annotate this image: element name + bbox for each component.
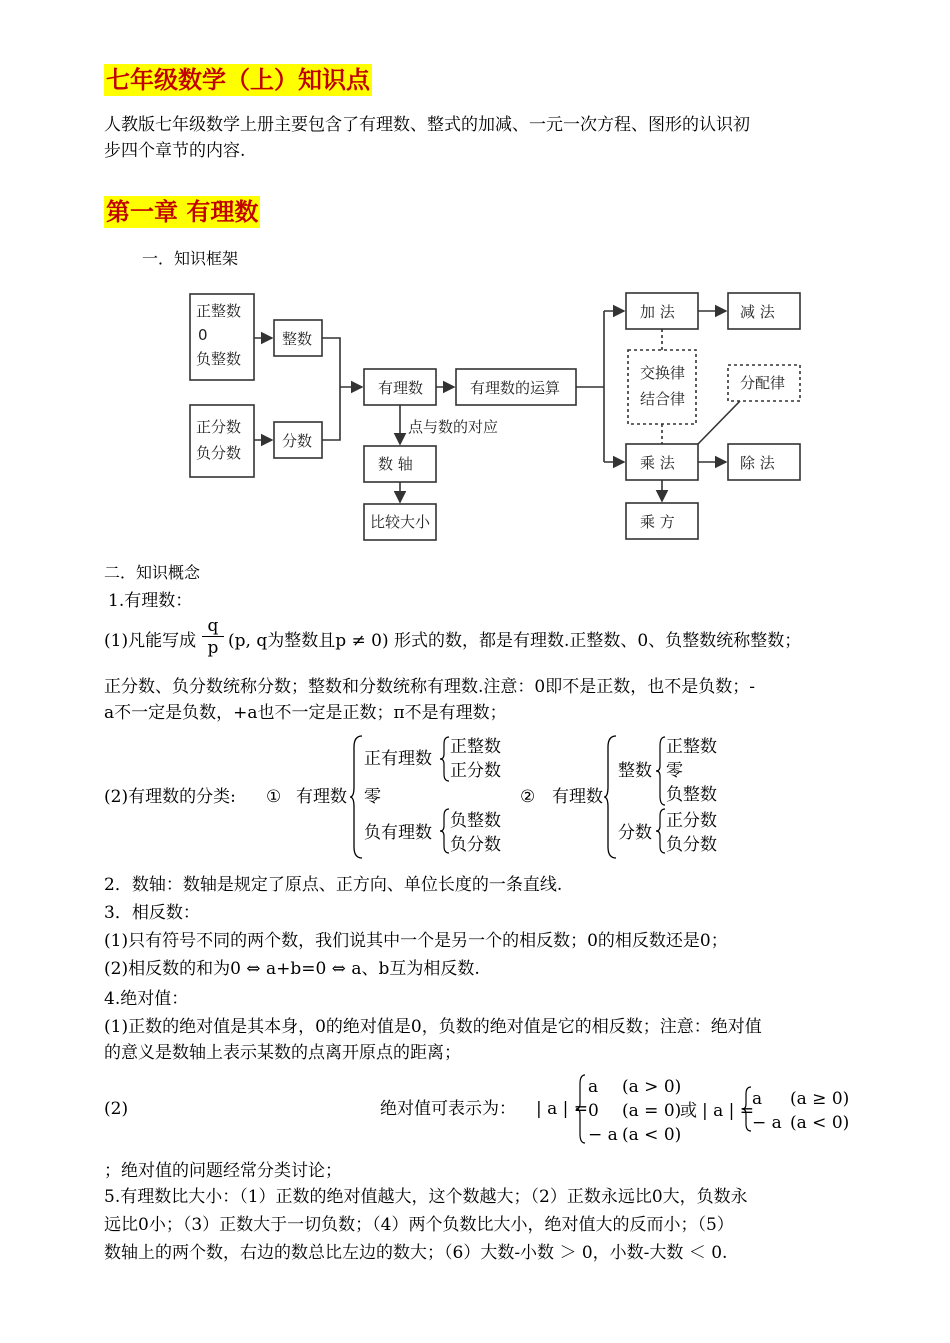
label-pos-frac: 正分数: [196, 418, 242, 436]
item3-p1: (1)只有符号不同的两个数，我们说其中一个是另一个的相反数；0的相反数还是0；: [104, 931, 728, 951]
label-neg-int: 负整数: [196, 350, 242, 368]
c1-brace: [350, 735, 364, 859]
c1-root: 有理数: [296, 787, 347, 807]
label-neg-frac: 负分数: [196, 444, 242, 462]
classification-label: (2)有理数的分类:: [104, 787, 236, 807]
box-comm-assoc: [628, 350, 696, 424]
label-integer: 整数: [282, 330, 313, 348]
item1-p3: a不一定是负数，+a也不一定是正数；π不是有理数；: [104, 703, 507, 723]
abs2-case2-cond: (a < 0): [790, 1113, 850, 1133]
c2-frac: 分数: [618, 823, 652, 843]
abs-brace-2: [742, 1086, 752, 1132]
label-pos-int: 正整数: [196, 302, 242, 320]
fraction-numerator: q: [207, 616, 219, 636]
label-compare: 比较大小: [370, 513, 431, 531]
page-title: 七年级数学（上）知识点: [106, 66, 370, 94]
abs2-case1-cond: (a ≥ 0): [790, 1089, 850, 1109]
c2-root: 有理数: [552, 787, 603, 807]
box-frac-types: [190, 405, 254, 477]
item5-p2: 远比0小；（3）正数大于一切负数；（4）两个负数比大小，绝对值大的反而小；（5）: [104, 1215, 734, 1235]
c1-pos: 正有理数: [364, 749, 432, 769]
abs-case2-cond: (a = 0): [622, 1101, 682, 1121]
fraction-denominator: p: [207, 638, 219, 658]
label-comm: 交换律: [640, 364, 686, 382]
abs-case3-expr: − a: [588, 1125, 618, 1145]
c2-pos-frac: 正分数: [666, 811, 717, 831]
item3-title: 3．相反数：: [104, 903, 200, 923]
item5-p3: 数轴上的两个数，右边的数总比左边的数大；（6）大数-小数 ＞ 0，小数-大数 ＜ 0.: [104, 1243, 728, 1263]
label-sub: 减 法: [740, 303, 775, 321]
item1-p1-b: (p, q为整数且p ≠ 0) 形式的数，都是有理数.正整数、0、负整数统称整数；: [228, 631, 802, 651]
c1-pos-brace: [440, 736, 450, 782]
c2-brace: [604, 735, 618, 859]
label-div: 除 法: [740, 454, 775, 472]
knowledge-framework-diagram: [0, 0, 950, 560]
item3-p2: (2)相反数的和为0 ⇔ a+b=0 ⇔ a、b互为相反数.: [104, 959, 480, 979]
item1-title: 1.有理数：: [108, 591, 193, 611]
item4-p2: 的意义是数轴上表示某数的点离开原点的距离；: [104, 1043, 461, 1063]
label-ops: 有理数的运算: [470, 379, 561, 397]
abs-case1-cond: (a > 0): [622, 1077, 682, 1097]
label-fraction: 分数: [282, 432, 313, 450]
c2-neg-frac: 负分数: [666, 835, 717, 855]
c2-int-brace: [656, 736, 666, 806]
c2-pos-int: 正整数: [666, 737, 717, 757]
label-assoc: 结合律: [640, 390, 686, 408]
intro-line-2: 步四个章节的内容.: [104, 141, 246, 161]
abs-case3-cond: (a < 0): [622, 1125, 682, 1145]
c1-pos-frac: 正分数: [450, 761, 501, 781]
fraction: [202, 616, 224, 659]
abs-lhs-2: | a | =: [702, 1101, 755, 1121]
c1-pos-int: 正整数: [450, 737, 501, 757]
c2-neg-int: 负整数: [666, 785, 717, 805]
intro-line-1: 人教版七年级数学上册主要包含了有理数、整式的加减、一元一次方程、图形的认识初: [104, 115, 750, 135]
item2: 2．数轴：数轴是规定了原点、正方向、单位长度的一条直线.: [104, 875, 563, 895]
item1-p1-a: (1)凡能写成: [104, 631, 197, 651]
chapter-heading: 第一章 有理数: [106, 198, 259, 226]
abs-brace-1: [576, 1074, 586, 1144]
c2-int: 整数: [618, 761, 652, 781]
c2-frac-brace: [656, 808, 666, 854]
abs-case2-expr: 0: [588, 1101, 599, 1121]
c1-neg-int: 负整数: [450, 811, 501, 831]
abs-case1-expr: a: [588, 1077, 599, 1097]
c1-neg-frac: 负分数: [450, 835, 501, 855]
abs-text: 绝对值可表示为：: [380, 1099, 516, 1119]
label-correspond: 点与数的对应: [408, 418, 499, 436]
abs-lhs: | a | =: [536, 1099, 589, 1119]
label-mul: 乘 法: [640, 454, 675, 472]
abs-after: ；绝对值的问题经常分类讨论；: [104, 1161, 342, 1181]
abs2-case2-expr: − a: [752, 1113, 782, 1133]
section-frame-heading: 一．知识框架: [142, 249, 239, 268]
section-concept-heading: 二．知识概念: [104, 563, 201, 582]
label-pow: 乘 方: [640, 513, 675, 531]
circle-two: ②: [520, 787, 536, 807]
label-add: 加 法: [640, 303, 675, 321]
c2-zero: 零: [666, 761, 683, 781]
c1-neg: 负有理数: [364, 823, 432, 843]
item5-p1: 5.有理数比大小：（1）正数的绝对值越大，这个数越大；（2）正数永远比0大，负数永: [104, 1187, 748, 1207]
abs-or: 或: [680, 1101, 697, 1121]
abs2-case1-expr: a: [752, 1089, 763, 1109]
item4-p1: (1)正数的绝对值是其本身，0的绝对值是0，负数的绝对值是它的相反数；注意：绝对值: [104, 1017, 762, 1037]
label-zero: 0: [198, 326, 208, 344]
abs-label: (2): [104, 1099, 129, 1119]
label-dist: 分配律: [740, 374, 786, 392]
item4-title: 4.绝对值：: [104, 989, 189, 1009]
c1-zero: 零: [364, 787, 381, 807]
item1-p2: 正分数、负分数统称分数；整数和分数统称有理数.注意：0即不是正数，也不是负数；-: [104, 677, 755, 697]
circle-one: ①: [266, 787, 282, 807]
c1-neg-brace: [440, 808, 450, 854]
label-axis: 数 轴: [378, 455, 413, 473]
label-rational: 有理数: [378, 379, 424, 397]
